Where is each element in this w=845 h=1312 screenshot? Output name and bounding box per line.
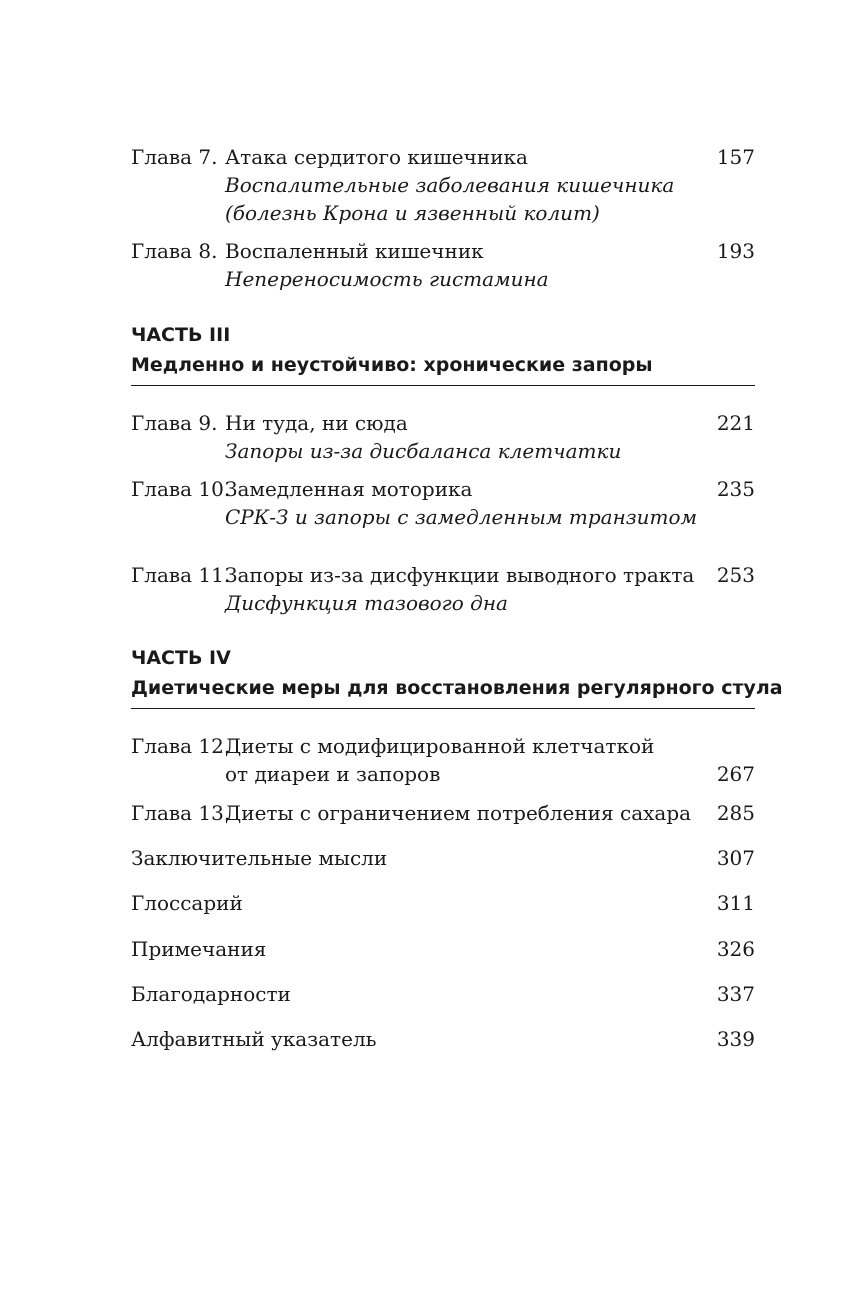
part-label: ЧАСТЬ IV [131,647,231,669]
entry-title: Глоссарий [131,891,243,915]
entry-title: Заключительные мысли [131,846,388,870]
chapter-title: Ни туда, ни сюда [225,411,408,435]
page-number: 307 [716,846,755,870]
chapter-label: Глава 7. [131,145,218,169]
chapter-title-continued: от диареи и запоров [225,762,441,786]
chapter-label: Глава 13. [131,801,231,825]
page-number: 221 [716,411,755,435]
chapter-label: Глава 8. [131,239,218,263]
part-label: ЧАСТЬ III [131,324,231,346]
page-number: 337 [716,982,755,1006]
chapter-subtitle: СРК-З и запоры с замедленным транзитом [225,505,698,529]
chapter-subtitle: Непереносимость гистамина [225,267,549,291]
chapter-subtitle: (болезнь Крона и язвенный колит) [225,201,600,225]
page-number: 311 [716,891,755,915]
chapter-title: Диеты с модифицированной клетчаткой [225,734,655,758]
chapter-label: Глава 12. [131,734,231,758]
part-title: Диетические меры для восстановления регулярного стула [131,677,783,699]
page-number: 326 [716,937,755,961]
chapter-subtitle: Запоры из-за дисбаланса клетчатки [225,439,622,463]
part-title: Медленно и неустойчиво: хронические запоры [131,354,653,376]
chapter-title: Замедленная моторика [225,477,473,501]
entry-title: Благодарности [131,982,291,1006]
page-number: 193 [716,239,755,263]
entry-title: Алфавитный указатель [131,1027,377,1051]
page-number: 235 [716,477,755,501]
chapter-title: Воспаленный кишечник [225,239,484,263]
chapter-label: Глава 9. [131,411,218,435]
page-number: 285 [716,801,755,825]
chapter-title: Запоры из-за дисфункции выводного тракта [225,563,695,587]
chapter-title: Атака сердитого кишечника [225,145,528,169]
chapter-title: Диеты с ограничением потребления сахара [225,801,692,825]
page-number: 157 [716,145,755,169]
chapter-label: Глава 10. [131,477,231,501]
chapter-subtitle: Дисфункция тазового дна [225,591,508,615]
page-number: 267 [716,762,755,786]
page-number: 339 [716,1027,755,1051]
part-divider [131,385,755,386]
part-divider [131,708,755,709]
chapter-subtitle: Воспалительные заболевания кишечника [225,173,675,197]
page-number: 253 [716,563,755,587]
entry-title: Примечания [131,937,267,961]
chapter-label: Глава 11. [131,563,231,587]
